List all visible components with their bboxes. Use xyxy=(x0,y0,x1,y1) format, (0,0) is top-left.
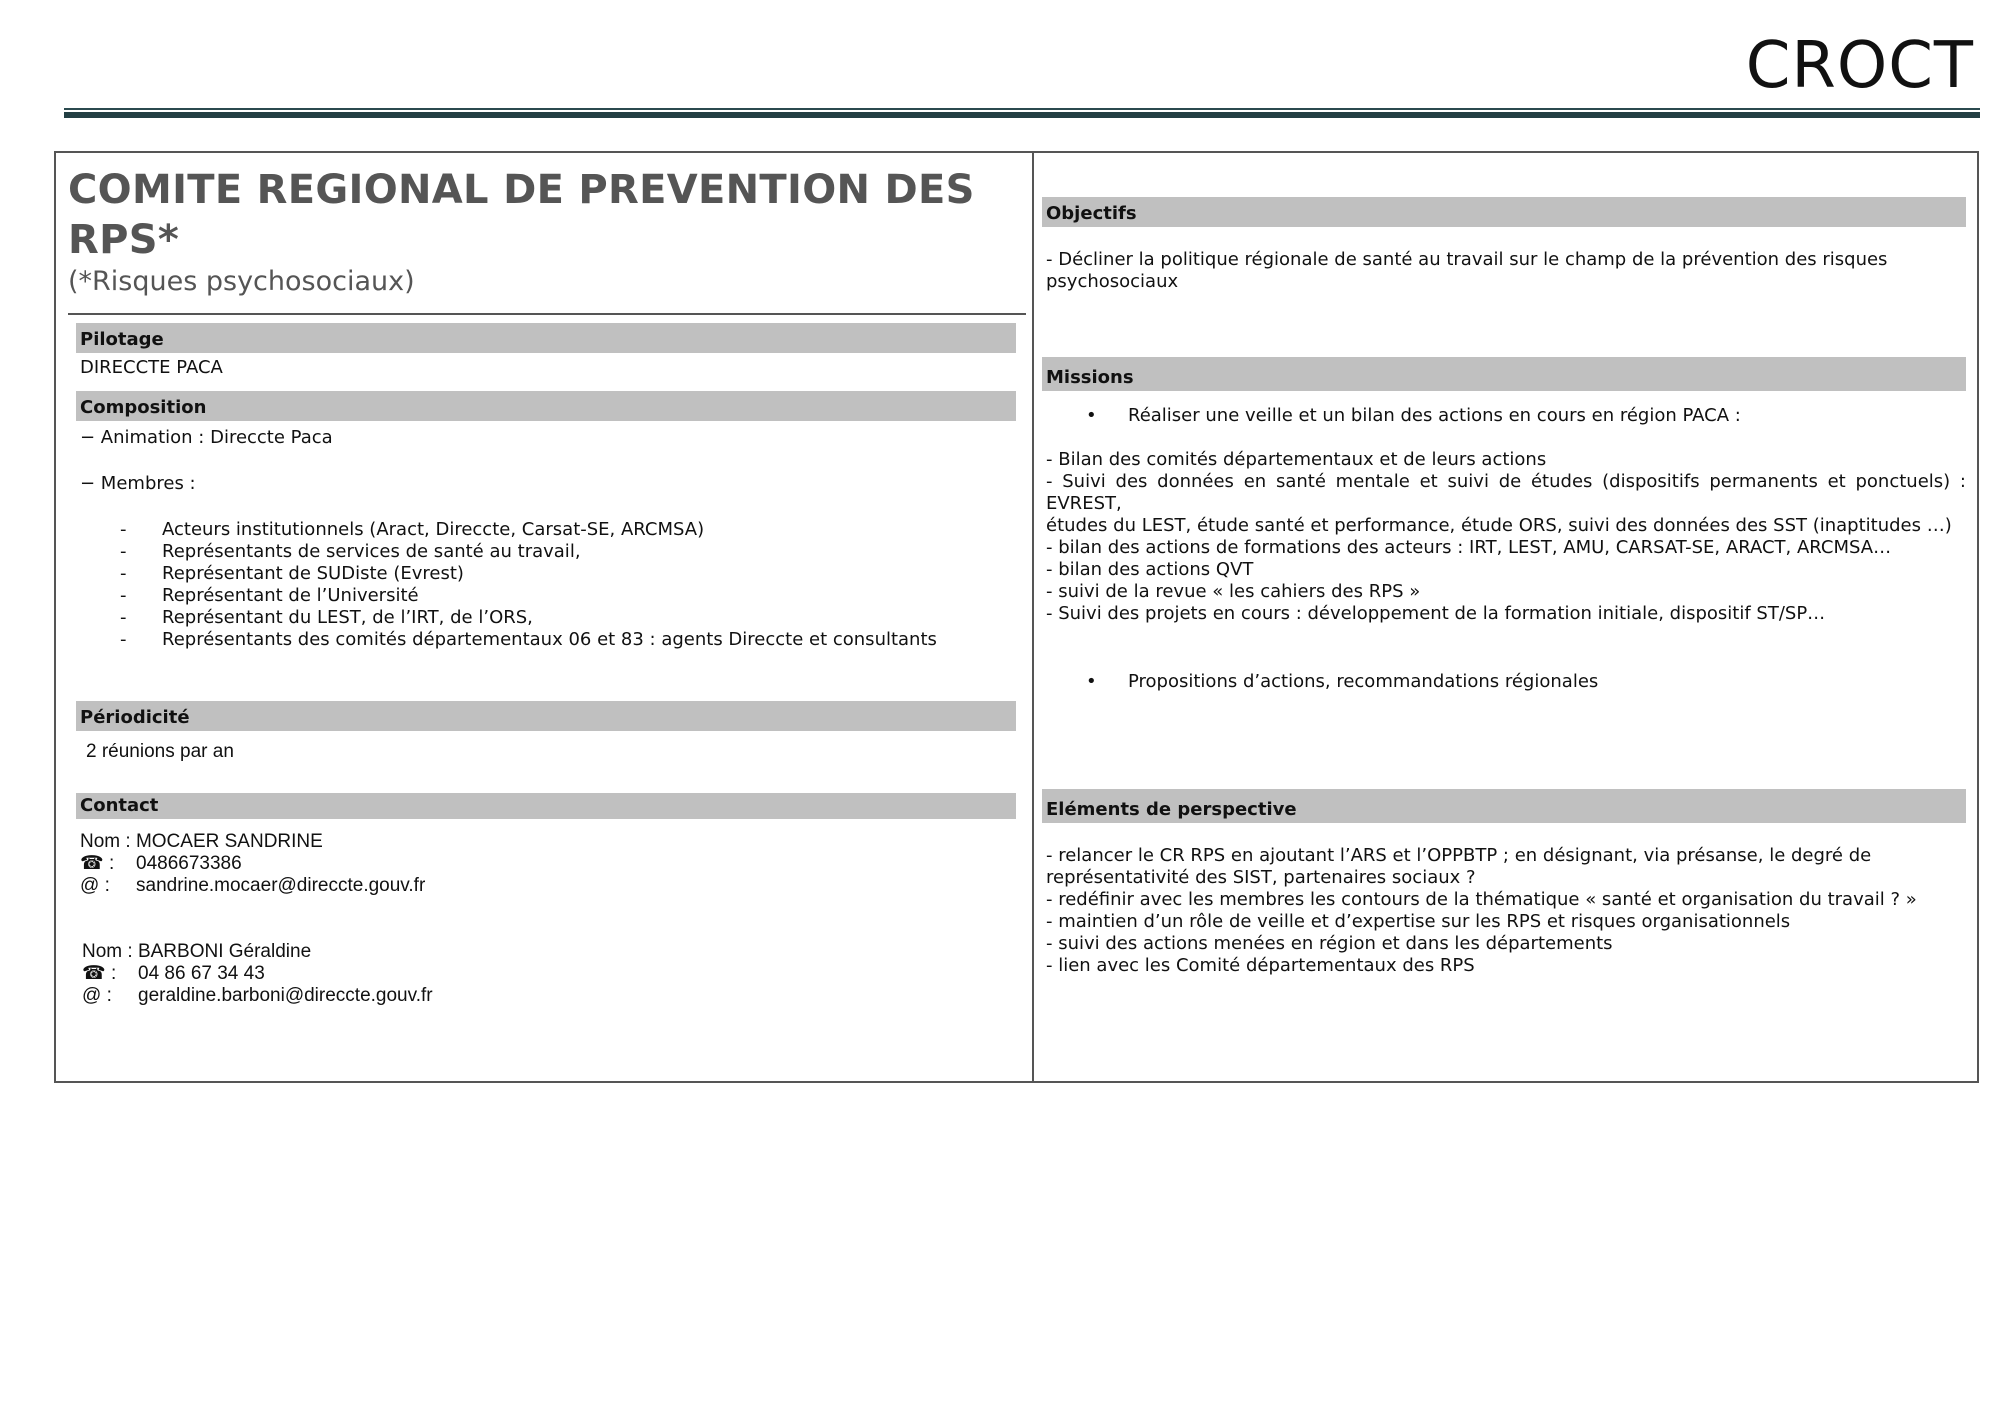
brand-title: CROCT xyxy=(1745,29,1974,103)
page-title: COMITE REGIONAL DE PREVENTION DES RPS* xyxy=(68,167,975,263)
perspective-item: - redéfinir avec les membres les contours de la thématique « santé et organisation du travail ? » xyxy=(1046,889,1917,910)
phone-icon: ☎ : xyxy=(80,853,115,874)
left-sections xyxy=(68,315,1016,1007)
contact-card xyxy=(76,941,1016,1007)
periodicite-value: 2 réunions par an xyxy=(86,741,234,762)
section-heading-composition: Composition xyxy=(76,391,1016,421)
composition-animation: − Animation : Direccte Paca xyxy=(80,427,333,448)
missions-bullet-text: Propositions d’actions, recommandations régionales xyxy=(1128,671,1599,692)
contact-name-row xyxy=(80,831,1016,853)
contact-phone: 0486673386 xyxy=(136,853,242,874)
missions-item: - bilan des actions QVT xyxy=(1046,559,1254,580)
header-rule-thick xyxy=(64,112,1980,118)
missions-item: - Suivi des projets en cours : développement de la formation initiale, dispositif ST/SP… xyxy=(1046,603,1826,624)
missions-item: - Bilan des comités départementaux et de leurs actions xyxy=(1046,449,1547,470)
pilotage-value: DIRECCTE PACA xyxy=(80,357,223,378)
objectifs-text xyxy=(1042,249,1966,293)
bullet-icon: • xyxy=(1086,671,1097,692)
objectifs-line: psychosociaux xyxy=(1046,271,1179,292)
contact-phone-row xyxy=(80,853,1016,875)
missions-item: - suivi de la revue « les cahiers des RPS » xyxy=(1046,581,1421,602)
content-frame xyxy=(54,151,1979,1083)
contact-email[interactable]: sandrine.mocaer@direccte.gouv.fr xyxy=(136,875,426,896)
missions-bullet-text: Réaliser une veille et un bilan des actions en cours en région PACA : xyxy=(1128,405,1741,426)
contact-phone: 04 86 67 34 43 xyxy=(138,963,265,984)
missions-items xyxy=(1042,449,1966,625)
membre-item: - Représentant de l’Université xyxy=(120,585,1016,607)
left-column xyxy=(68,153,1026,1007)
right-column xyxy=(1042,153,1966,977)
section-heading-perspective: Eléments de perspective xyxy=(1042,789,1966,823)
membre-item: - Acteurs institutionnels (Aract, Direccte, Carsat-SE, ARCMSA) xyxy=(120,519,1016,541)
header-rule-thin xyxy=(64,108,1980,110)
contact-email-row xyxy=(80,875,1016,897)
perspective-item: - lien avec les Comité départementaux des RPS xyxy=(1046,955,1475,976)
objectifs-line: - Décliner la politique régionale de santé au travail sur le champ de la prévention des risques xyxy=(1046,249,1888,270)
perspective-items xyxy=(1042,845,1966,977)
section-heading-contact: Contact xyxy=(76,793,1016,819)
column-divider xyxy=(1032,153,1034,1081)
email-icon: @ : xyxy=(82,985,112,1006)
composition-membres-label: − Membres : xyxy=(80,473,196,494)
contact-phone-row xyxy=(82,963,1016,985)
missions-item: études du LEST, étude santé et performance, étude ORS, suivi des données des SST (inaptitudes …) xyxy=(1046,515,1952,536)
contact-email[interactable]: geraldine.barboni@direccte.gouv.fr xyxy=(138,985,433,1006)
perspective-item: représentativité des SIST, partenaires sociaux ? xyxy=(1046,867,1476,888)
perspective-item: - suivi des actions menées en région et dans les départements xyxy=(1046,933,1613,954)
contact-email-row xyxy=(82,985,1016,1007)
membre-item: - Représentants des comités départementaux 06 et 83 : agents Direccte et consultants xyxy=(120,629,1016,651)
missions-item: - bilan des actions de formations des acteurs : IRT, LEST, AMU, CARSAT-SE, ARACT, ARCMSA… xyxy=(1046,537,1892,558)
membre-item: - Représentant du LEST, de l’IRT, de l’ORS, xyxy=(120,607,1016,629)
contact-name-row xyxy=(82,941,1016,963)
membre-item: - Représentant de SUDiste (Evrest) xyxy=(120,563,1016,585)
section-heading-pilotage: Pilotage xyxy=(76,323,1016,353)
page-subtitle: (*Risques psychosociaux) xyxy=(68,266,415,297)
membre-item: - Représentants de services de santé au travail, xyxy=(120,541,1016,563)
missions-bullet xyxy=(1042,671,1966,693)
section-heading-periodicite: Périodicité xyxy=(76,701,1016,731)
missions-item: - Suivi des données en santé mentale et suivi de études (dispositifs permanents et ponctuels) : EVREST, xyxy=(1046,471,1966,514)
bullet-icon: • xyxy=(1086,405,1097,426)
perspective-item: - maintien d’un rôle de veille et d’expertise sur les RPS et risques organisationnels xyxy=(1046,911,1791,932)
section-heading-missions: Missions xyxy=(1042,357,1966,391)
section-heading-objectifs: Objectifs xyxy=(1042,197,1966,227)
contact-name: Nom : MOCAER SANDRINE xyxy=(80,831,323,852)
email-icon: @ : xyxy=(80,875,110,896)
contact-card xyxy=(76,831,1016,897)
perspective-item: - relancer le CR RPS en ajoutant l’ARS et l’OPPBTP ; en désignant, via présanse, le degré de xyxy=(1046,845,1872,866)
phone-icon: ☎ : xyxy=(82,963,117,984)
membres-list xyxy=(76,519,1016,651)
missions-bullet xyxy=(1042,405,1966,427)
contact-name: Nom : BARBONI Géraldine xyxy=(82,941,312,962)
